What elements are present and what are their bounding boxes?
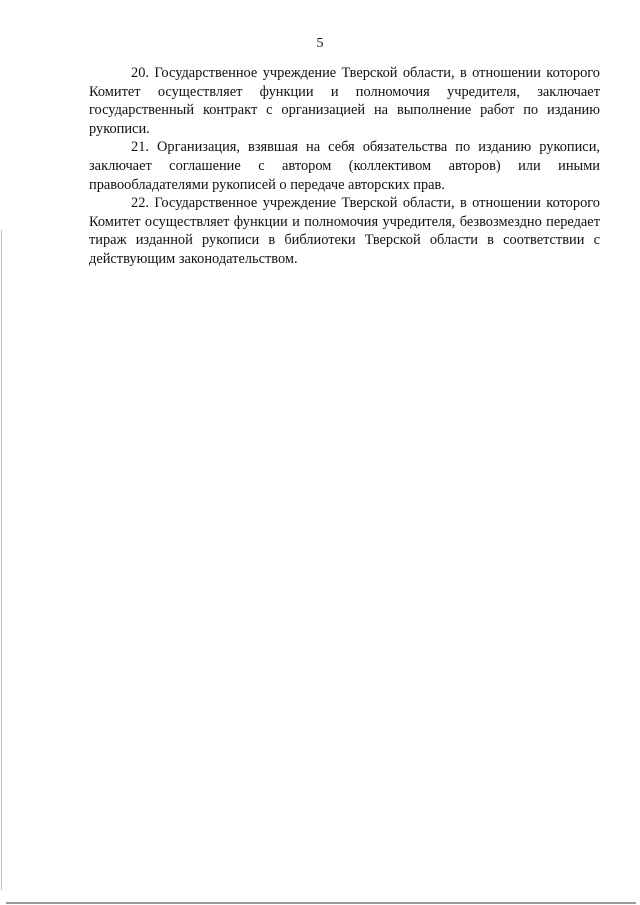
scan-edge-left	[1, 230, 2, 890]
document-body	[89, 64, 600, 269]
page-number: 5	[316, 36, 324, 51]
paragraph-22: 22. Государственное учреждение Тверской области, в отношении которого Комитет осуществляет функции и полномочия учредителя, безвозмездно передает тираж изданной рукописи в библиотеки Тверской области в соответствии с действующим законодательством.	[89, 195, 600, 267]
paragraph-21: 21. Организация, взявшая на себя обязательства по изданию рукописи, заключает соглашение с автором (коллективом авторов) или иными правообладателями рукописей о передаче авторских прав.	[89, 139, 600, 193]
scan-edge-bottom	[6, 902, 636, 904]
paragraph-20: 20. Государственное учреждение Тверской области, в отношении которого Комитет осуществляет функции и полномочия учредителя, заключает государственный контракт с организацией на выполнение работ по изданию рукописи.	[89, 65, 600, 137]
